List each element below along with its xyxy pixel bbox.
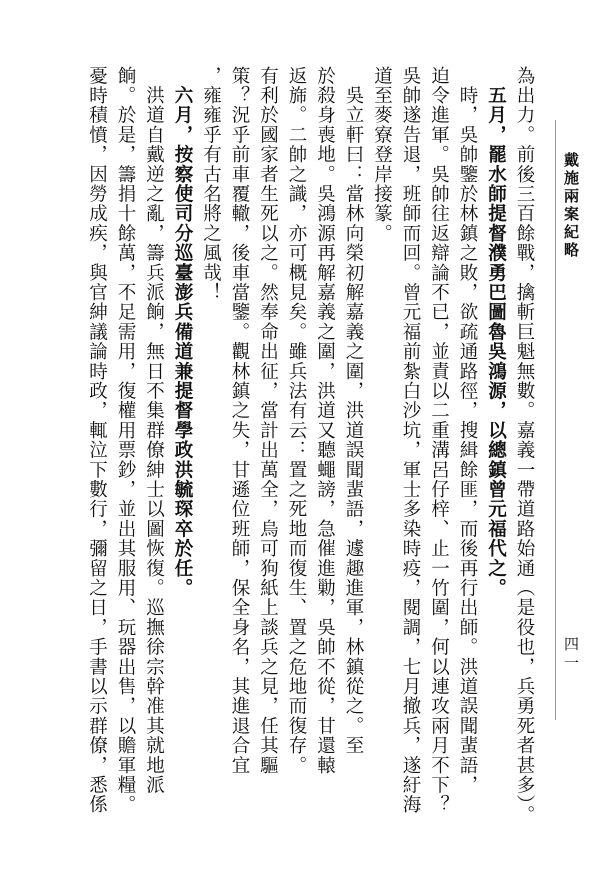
commentary-column: 策？況乎前車覆轍，後車當鑒。觀林鎮之失，甘遜位班師，保全身名，其進退合宜 — [229, 66, 250, 776]
commentary-column: 返旆。二帥之識，亦可概見矣。雖兵法有云：置之死地而復生、置之危地而復存。 — [286, 66, 307, 776]
text-column: 時，吳帥鑒於林鎮之敗，欲疏通路徑，搜緝餘匪，而後再行出師。洪道誤聞蜚語， — [457, 66, 478, 795]
text-column: 餉。於是，籌捐十餘萬，不足需用，復權用票鈔，並出其服用、玩器出售，以贍軍糧。 — [115, 66, 136, 815]
section-heading: 六月，按察使司分巡臺澎兵備道兼提督學政洪毓琛卒於任。 — [172, 66, 193, 598]
section-heading: 五月，罷水師提督濮勇巴圖魯吳鴻源，以總鎮曾元福代之。 — [485, 66, 507, 598]
commentary-column: 於殺身喪地。吳鴻源再解嘉義之圍，洪道又聽蠅謗，急催進勦，吳帥不從，甘還轅 — [314, 66, 336, 776]
text-column: 吳帥遂告退，班師而回。曾元福前紮白沙坑，軍士多染時疫，閱調，七月撤兵，遂紆海 — [400, 66, 421, 815]
commentary-column: ，雍雍乎有古名將之風哉！ — [200, 66, 222, 303]
commentary-column: 吳立軒曰：當林向榮初解嘉義之圍，洪道誤聞蜚語，遽趣進軍，林鎮從之。至 — [343, 66, 364, 756]
body-text — [82, 66, 538, 856]
text-column: 洪道自戴逆之亂，籌兵派餉，無日不集群僚紳士以圖恢復。巡撫徐宗幹准其就地派 — [143, 66, 165, 795]
commentary-column: 有利於國家者生死以之。然奉命出征，當計出萬全，烏可狗紙上談兵之見，任其驅 — [257, 66, 279, 776]
text-column: 迫令進軍。吳帥往返辯論不已，並責以二重溝呂仔梓、止一竹圍，何以連攻兩月不下？ — [428, 66, 450, 815]
text-column: 為出力。前後三百餘戰，擒斬巨魁無數。嘉義一帶道路始通（是役也，兵勇死者甚多）。 — [514, 66, 535, 826]
running-title: 戴施兩案紀略 — [562, 152, 580, 260]
margin-rule — [555, 120, 556, 720]
text-column: 憂時積憤，因勞成疾，與官紳議論時政，輒泣下數行，彌留之日，手書以示群僚，悉係 — [86, 66, 108, 815]
page-number: 四一 — [562, 636, 580, 674]
text-column: 道至麥寮登岸接篆。 — [371, 66, 393, 244]
